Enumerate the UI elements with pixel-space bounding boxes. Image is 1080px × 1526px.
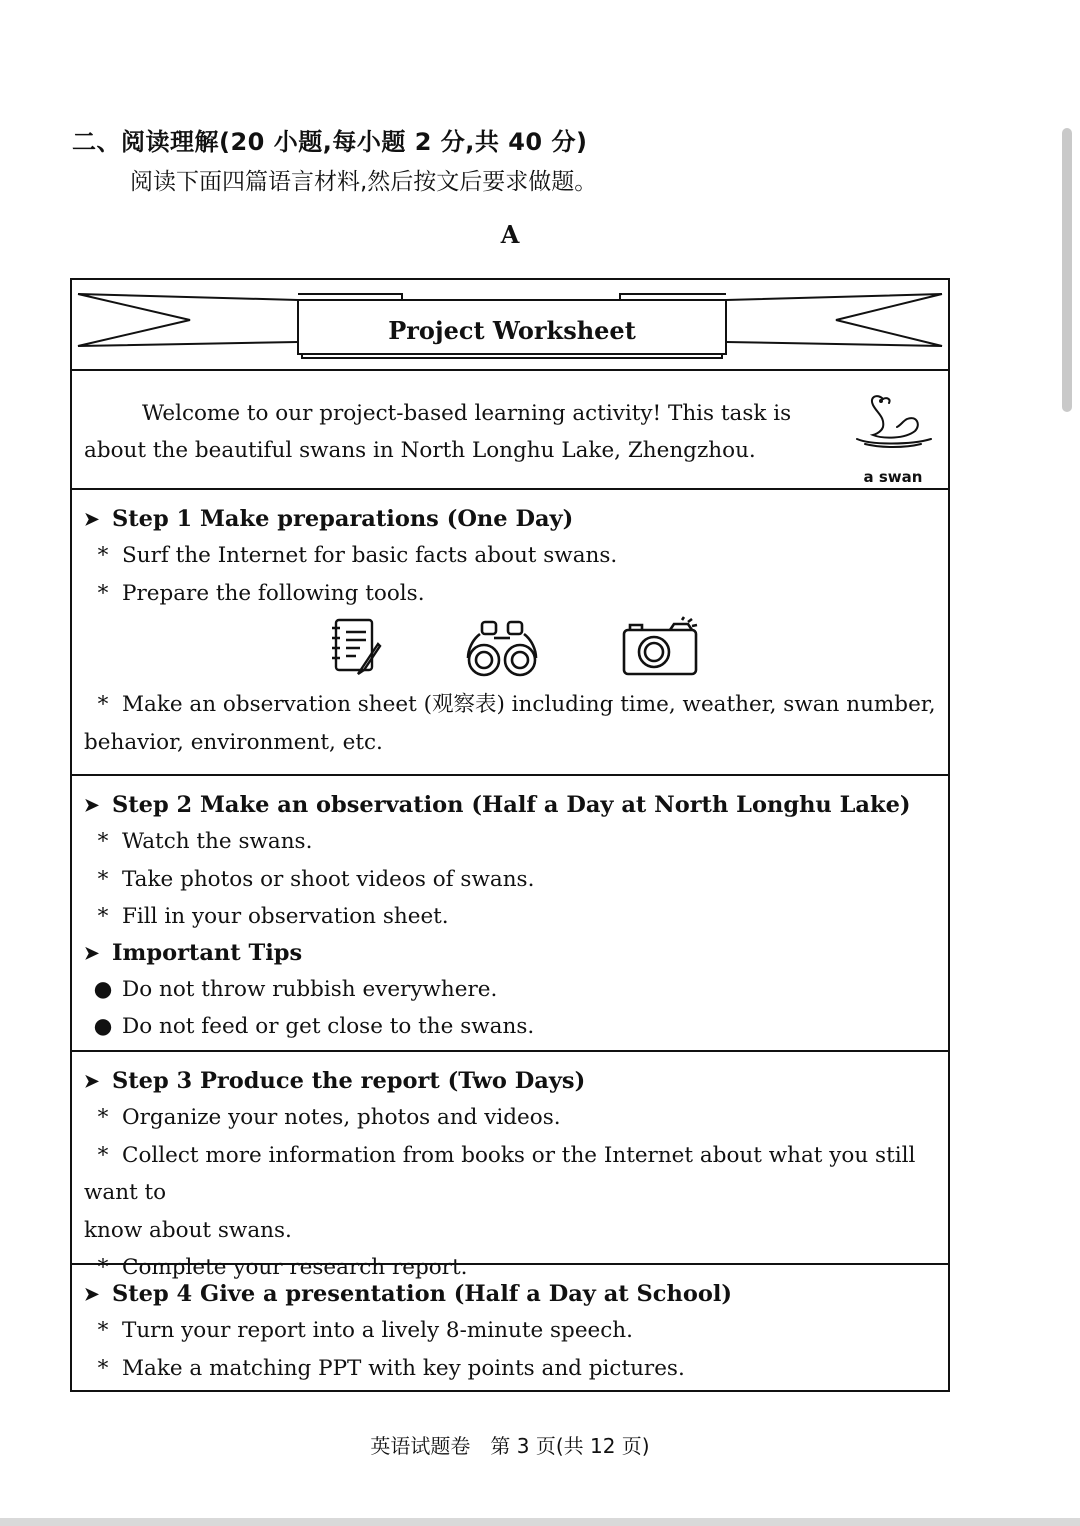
page-footer: 英语试题卷 第 3 页(共 12 页) <box>370 1434 650 1458</box>
notebook-icon <box>328 616 384 678</box>
arrow-bullet-icon: ➤ <box>84 942 100 964</box>
tools-row <box>84 612 936 686</box>
step-3-item-2-continued: know about swans. <box>84 1217 292 1243</box>
worksheet-title: Project Worksheet <box>388 316 636 345</box>
arrow-bullet-icon: ➤ <box>84 1284 100 1305</box>
asterisk-bullet: * <box>97 866 109 892</box>
step-4-section <box>72 1265 948 1392</box>
asterisk-bullet: * <box>97 904 109 929</box>
dot-bullet: ● <box>93 1014 113 1039</box>
step-2-item-2: Take photos or shoot videos of swans. <box>122 866 535 892</box>
step-4-item-1: Turn your report into a lively 8-minute speech. <box>122 1318 633 1343</box>
arrow-bullet-icon: ➤ <box>84 1071 100 1092</box>
scrollbar[interactable] <box>1062 128 1072 412</box>
worksheet-banner <box>72 280 948 371</box>
intro-text: Welcome to our project-based learning activity! This task is about the beautiful swans in North Longhu Lake, Zhengzhou. <box>84 401 792 463</box>
step-4-heading: Step 4 Give a presentation (Half a Day at School) <box>112 1281 733 1307</box>
step-1-item-3: Make an observation sheet (观察表) including time, weather, swan number, <box>122 692 936 717</box>
passage-label: A <box>500 220 520 249</box>
asterisk-bullet: * <box>97 1355 109 1381</box>
step-4-item-2: Make a matching PPT with key points and pictures. <box>122 1355 685 1381</box>
arrow-bullet-icon: ➤ <box>84 795 100 816</box>
dot-bullet: ● <box>93 976 113 1002</box>
swan-icon <box>851 391 935 449</box>
asterisk-bullet: * <box>97 829 109 854</box>
camera-icon <box>620 616 700 678</box>
asterisk-bullet: * <box>97 1142 109 1168</box>
step-2-item-1: Watch the swans. <box>122 829 313 854</box>
tips-heading: Important Tips <box>112 939 303 966</box>
asterisk-bullet: * <box>97 580 109 606</box>
section-instruction: 阅读下面四篇语言材料,然后按文后要求做题。 <box>130 169 598 195</box>
project-worksheet <box>70 278 950 1392</box>
asterisk-bullet: * <box>97 543 109 568</box>
step-2-heading: Step 2 Make an observation (Half a Day at North Longhu Lake) <box>112 792 911 818</box>
asterisk-bullet: * <box>97 692 109 717</box>
step-1-item-3-continued: behavior, environment, etc. <box>84 729 383 755</box>
swan-caption: a swan <box>863 468 923 486</box>
step-2-section <box>72 776 948 1052</box>
step-3-item-2: Collect more information from books or the Internet about what you still want to <box>84 1142 916 1205</box>
step-1-item-2: Prepare the following tools. <box>122 580 425 606</box>
step-2-item-3: Fill in your observation sheet. <box>122 904 449 929</box>
step-3-item-3: Complete your research report. <box>122 1255 468 1280</box>
binoculars-icon <box>464 616 540 678</box>
arrow-bullet-icon: ➤ <box>84 509 100 530</box>
step-1-item-1: Surf the Internet for basic facts about swans. <box>122 543 618 568</box>
asterisk-bullet: * <box>97 1255 109 1280</box>
intro-section <box>72 371 948 490</box>
step-1-section <box>72 490 948 776</box>
tip-item-1: Do not throw rubbish everywhere. <box>122 976 498 1002</box>
step-3-section <box>72 1052 948 1280</box>
asterisk-bullet: * <box>97 1318 109 1343</box>
step-1-heading: Step 1 Make preparations (One Day) <box>112 506 574 532</box>
tip-item-2: Do not feed or get close to the swans. <box>122 1014 535 1039</box>
swan-figure <box>848 391 938 496</box>
step-3-heading: Step 3 Produce the report (Two Days) <box>112 1068 586 1094</box>
section-heading: 二、阅读理解(20 小题,每小题 2 分,共 40 分) <box>72 128 588 156</box>
bottom-edge-strip <box>0 1518 1080 1526</box>
step-3-item-1: Organize your notes, photos and videos. <box>122 1105 561 1130</box>
asterisk-bullet: * <box>97 1105 109 1130</box>
